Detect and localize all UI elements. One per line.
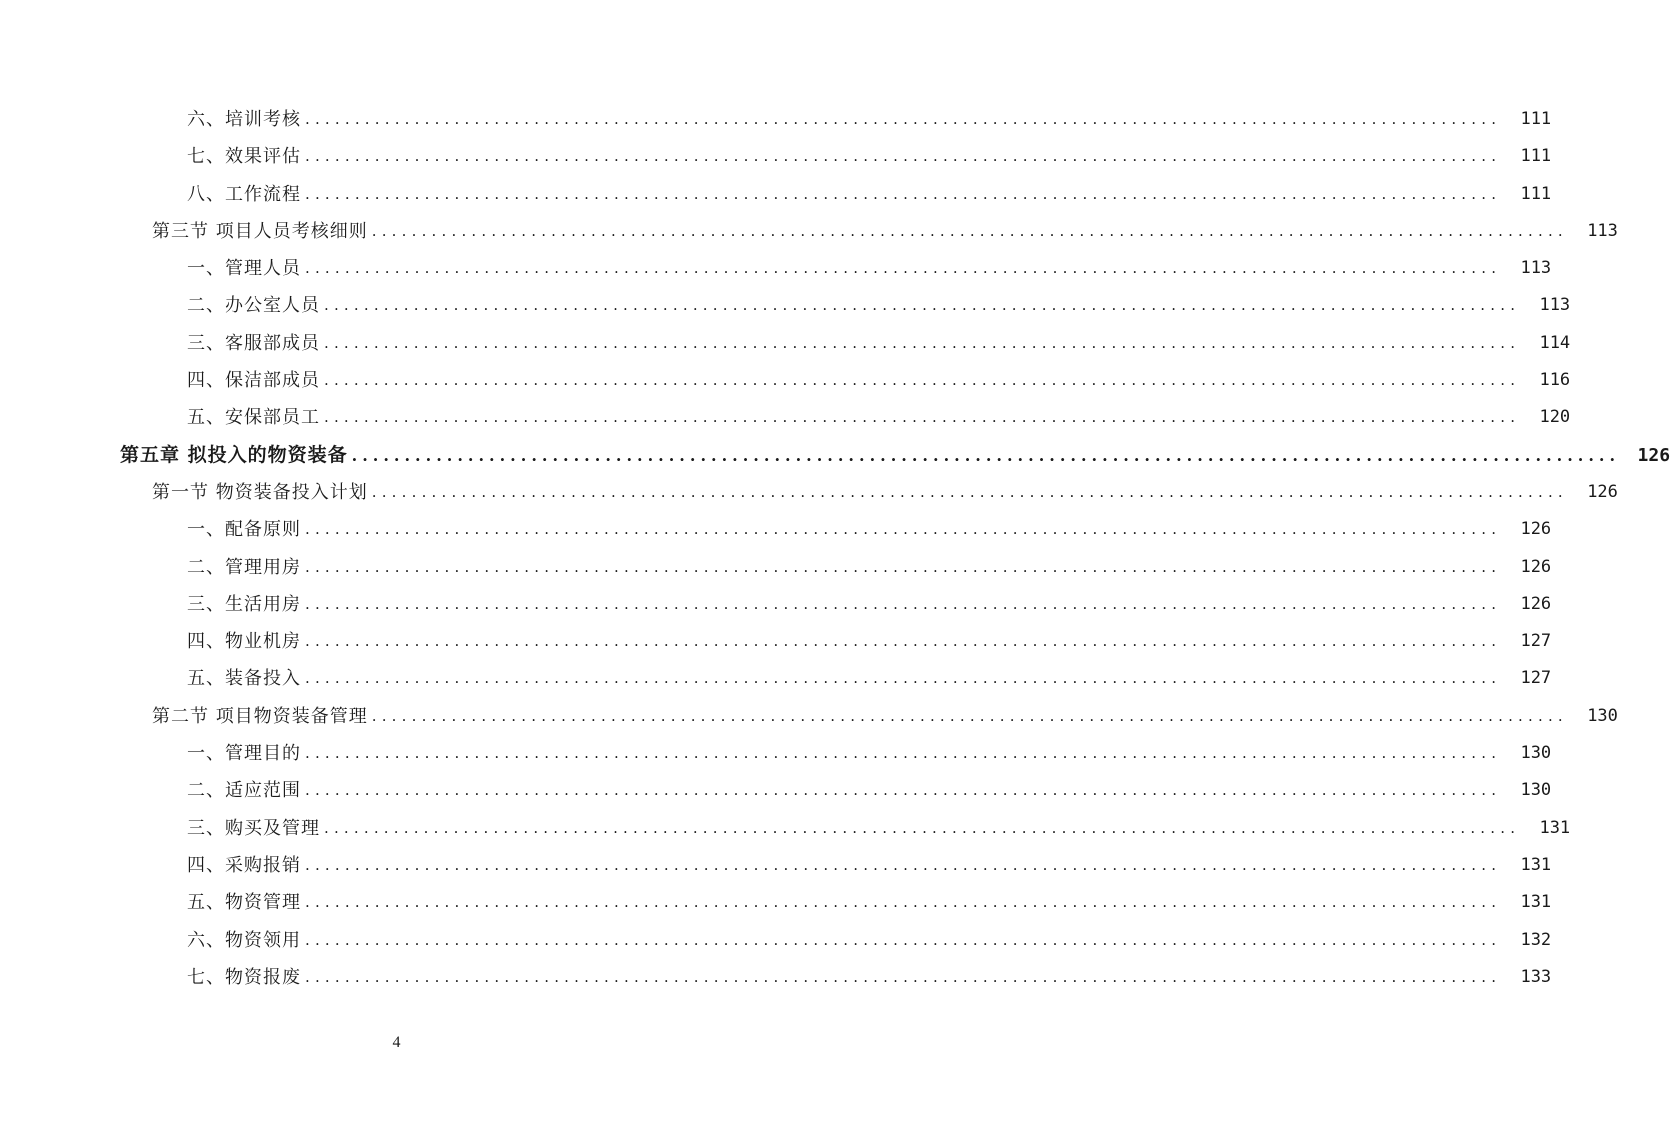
toc-entry-label: 三、生活用房	[187, 593, 301, 615]
toc-entry-item[interactable]	[0, 176, 1552, 213]
toc-entry-label: 三、客服部成员	[187, 332, 320, 354]
toc-entry-page: 126	[1520, 593, 1552, 614]
toc-dot-leader: ........................................................................................................................	[305, 184, 1502, 203]
toc-entry-page: 113	[1587, 220, 1618, 241]
toc-entry-item[interactable]	[0, 959, 1552, 996]
toc-entry-section[interactable]	[0, 698, 1618, 735]
toc-dot-leader: ........................................................................................................................	[305, 893, 1502, 912]
toc-dot-leader: ........................................................................................................................	[305, 855, 1502, 874]
toc-entry-page: 116	[1539, 370, 1571, 391]
toc-entry-item[interactable]	[0, 660, 1552, 697]
toc-entry-page: 131	[1539, 817, 1571, 838]
toc-entry-label: 四、物业机房	[187, 631, 301, 653]
page-number: 4	[392, 1034, 401, 1051]
toc-entry-label: 第二节 项目物资装备管理	[152, 705, 368, 727]
toc-entry-page: 111	[1520, 109, 1552, 129]
toc-entry-label: 二、适应范围	[187, 780, 301, 802]
toc-entry-page: 111	[1520, 183, 1552, 204]
toc-entry-chapter[interactable]	[0, 437, 1670, 474]
toc-dot-leader: ........................................................................................................................	[305, 520, 1502, 539]
toc-entry-page: 130	[1520, 743, 1552, 764]
toc-entry-page: 113	[1520, 258, 1552, 279]
toc-entry-label: 二、管理用房	[187, 556, 301, 578]
toc-entry-label: 四、保洁部成员	[187, 370, 320, 392]
toc-dot-leader: ........................................................................................................................	[305, 781, 1502, 800]
toc-entry-label: 六、物资领用	[187, 929, 301, 951]
toc-entry-label: 二、办公室人员	[187, 295, 320, 317]
toc-dot-leader: ........................................................................................................................	[305, 669, 1502, 688]
toc-entry-page: 133	[1520, 966, 1552, 987]
toc-dot-leader: ........................................................................................................................	[324, 818, 1521, 837]
toc-dot-leader: ........................................................................................................................	[324, 296, 1521, 315]
toc-entry-item[interactable]	[0, 623, 1552, 660]
toc-dot-leader: ........................................................................................................................	[305, 259, 1502, 278]
toc-entry-page: 126	[1637, 444, 1670, 466]
toc-entry-item[interactable]	[0, 884, 1552, 921]
toc-dot-leader: ........................................................................................................................	[305, 930, 1502, 949]
toc-entry-label: 八、工作流程	[187, 183, 301, 205]
toc-entry-item[interactable]	[0, 325, 1571, 362]
toc-entry-label: 七、效果评估	[187, 146, 301, 168]
toc-entry-label: 五、安保部员工	[187, 407, 320, 429]
toc-entry-item[interactable]	[0, 586, 1552, 623]
toc-dot-leader: ........................................................................................................................	[305, 744, 1502, 763]
toc-entry-item[interactable]	[0, 399, 1571, 436]
table-of-contents	[0, 101, 1670, 996]
toc-dot-leader: ........................................................................................................................	[351, 445, 1621, 465]
toc-dot-leader: ........................................................................................................................	[371, 706, 1568, 725]
toc-dot-leader: ........................................................................................................................	[324, 408, 1521, 427]
toc-dot-leader: ........................................................................................................................	[305, 557, 1502, 576]
toc-entry-label: 一、配备原则	[187, 519, 301, 541]
toc-entry-item[interactable]	[0, 922, 1552, 959]
toc-entry-page: 126	[1587, 481, 1618, 502]
toc-entry-item[interactable]	[0, 287, 1571, 324]
toc-entry-page: 131	[1520, 854, 1552, 875]
toc-entry-label: 四、采购报销	[187, 854, 301, 876]
toc-dot-leader: ........................................................................................................................	[324, 371, 1521, 390]
toc-entry-page: 131	[1520, 892, 1552, 913]
toc-entry-item[interactable]	[0, 549, 1552, 586]
toc-entry-label: 五、物资管理	[187, 892, 301, 914]
toc-entry-page: 126	[1520, 519, 1552, 540]
toc-entry-page: 130	[1520, 780, 1552, 801]
toc-entry-label: 第三节 项目人员考核细则	[152, 220, 368, 242]
toc-entry-page: 114	[1539, 332, 1571, 353]
toc-entry-label: 第五章 拟投入的物资装备	[120, 443, 348, 466]
toc-dot-leader: ........................................................................................................................	[305, 967, 1502, 986]
toc-entry-label: 七、物资报废	[187, 966, 301, 988]
toc-entry-label: 六、培训考核	[187, 109, 301, 130]
toc-entry-label: 第一节 物资装备投入计划	[152, 481, 368, 503]
toc-dot-leader: ........................................................................................................................	[324, 333, 1521, 352]
toc-entry-item[interactable]	[0, 511, 1552, 548]
toc-entry-page: 111	[1520, 146, 1552, 167]
toc-entry-label: 五、装备投入	[187, 668, 301, 690]
toc-entry-page: 127	[1520, 631, 1552, 652]
toc-entry-page: 126	[1520, 556, 1552, 577]
toc-entry-item[interactable]	[0, 138, 1552, 175]
toc-dot-leader: ........................................................................................................................	[371, 221, 1568, 240]
toc-entry-label: 一、管理目的	[187, 743, 301, 765]
toc-entry-item[interactable]	[0, 810, 1571, 847]
toc-dot-leader: ........................................................................................................................	[305, 632, 1502, 651]
toc-entry-item[interactable]	[0, 847, 1552, 884]
toc-entry-section[interactable]	[0, 474, 1618, 511]
toc-entry-page: 127	[1520, 668, 1552, 689]
toc-entry-page: 132	[1520, 929, 1552, 950]
toc-entry-page: 113	[1539, 295, 1571, 316]
toc-entry-item[interactable]	[0, 362, 1571, 399]
toc-entry-section[interactable]	[0, 213, 1618, 250]
toc-entry-page: 130	[1587, 705, 1618, 726]
toc-dot-leader: ........................................................................................................................	[305, 594, 1502, 613]
toc-entry-item[interactable]	[0, 735, 1552, 772]
toc-entry-label: 三、购买及管理	[187, 817, 320, 839]
toc-entry-item[interactable]	[0, 250, 1552, 287]
toc-dot-leader: ........................................................................................................................	[305, 110, 1502, 128]
toc-dot-leader: ........................................................................................................................	[305, 147, 1502, 166]
toc-entry-item[interactable]	[0, 101, 1552, 138]
toc-dot-leader: ........................................................................................................................	[371, 482, 1568, 501]
toc-entry-page: 120	[1539, 407, 1571, 428]
toc-entry-item[interactable]	[0, 772, 1552, 809]
toc-entry-label: 一、管理人员	[187, 258, 301, 280]
